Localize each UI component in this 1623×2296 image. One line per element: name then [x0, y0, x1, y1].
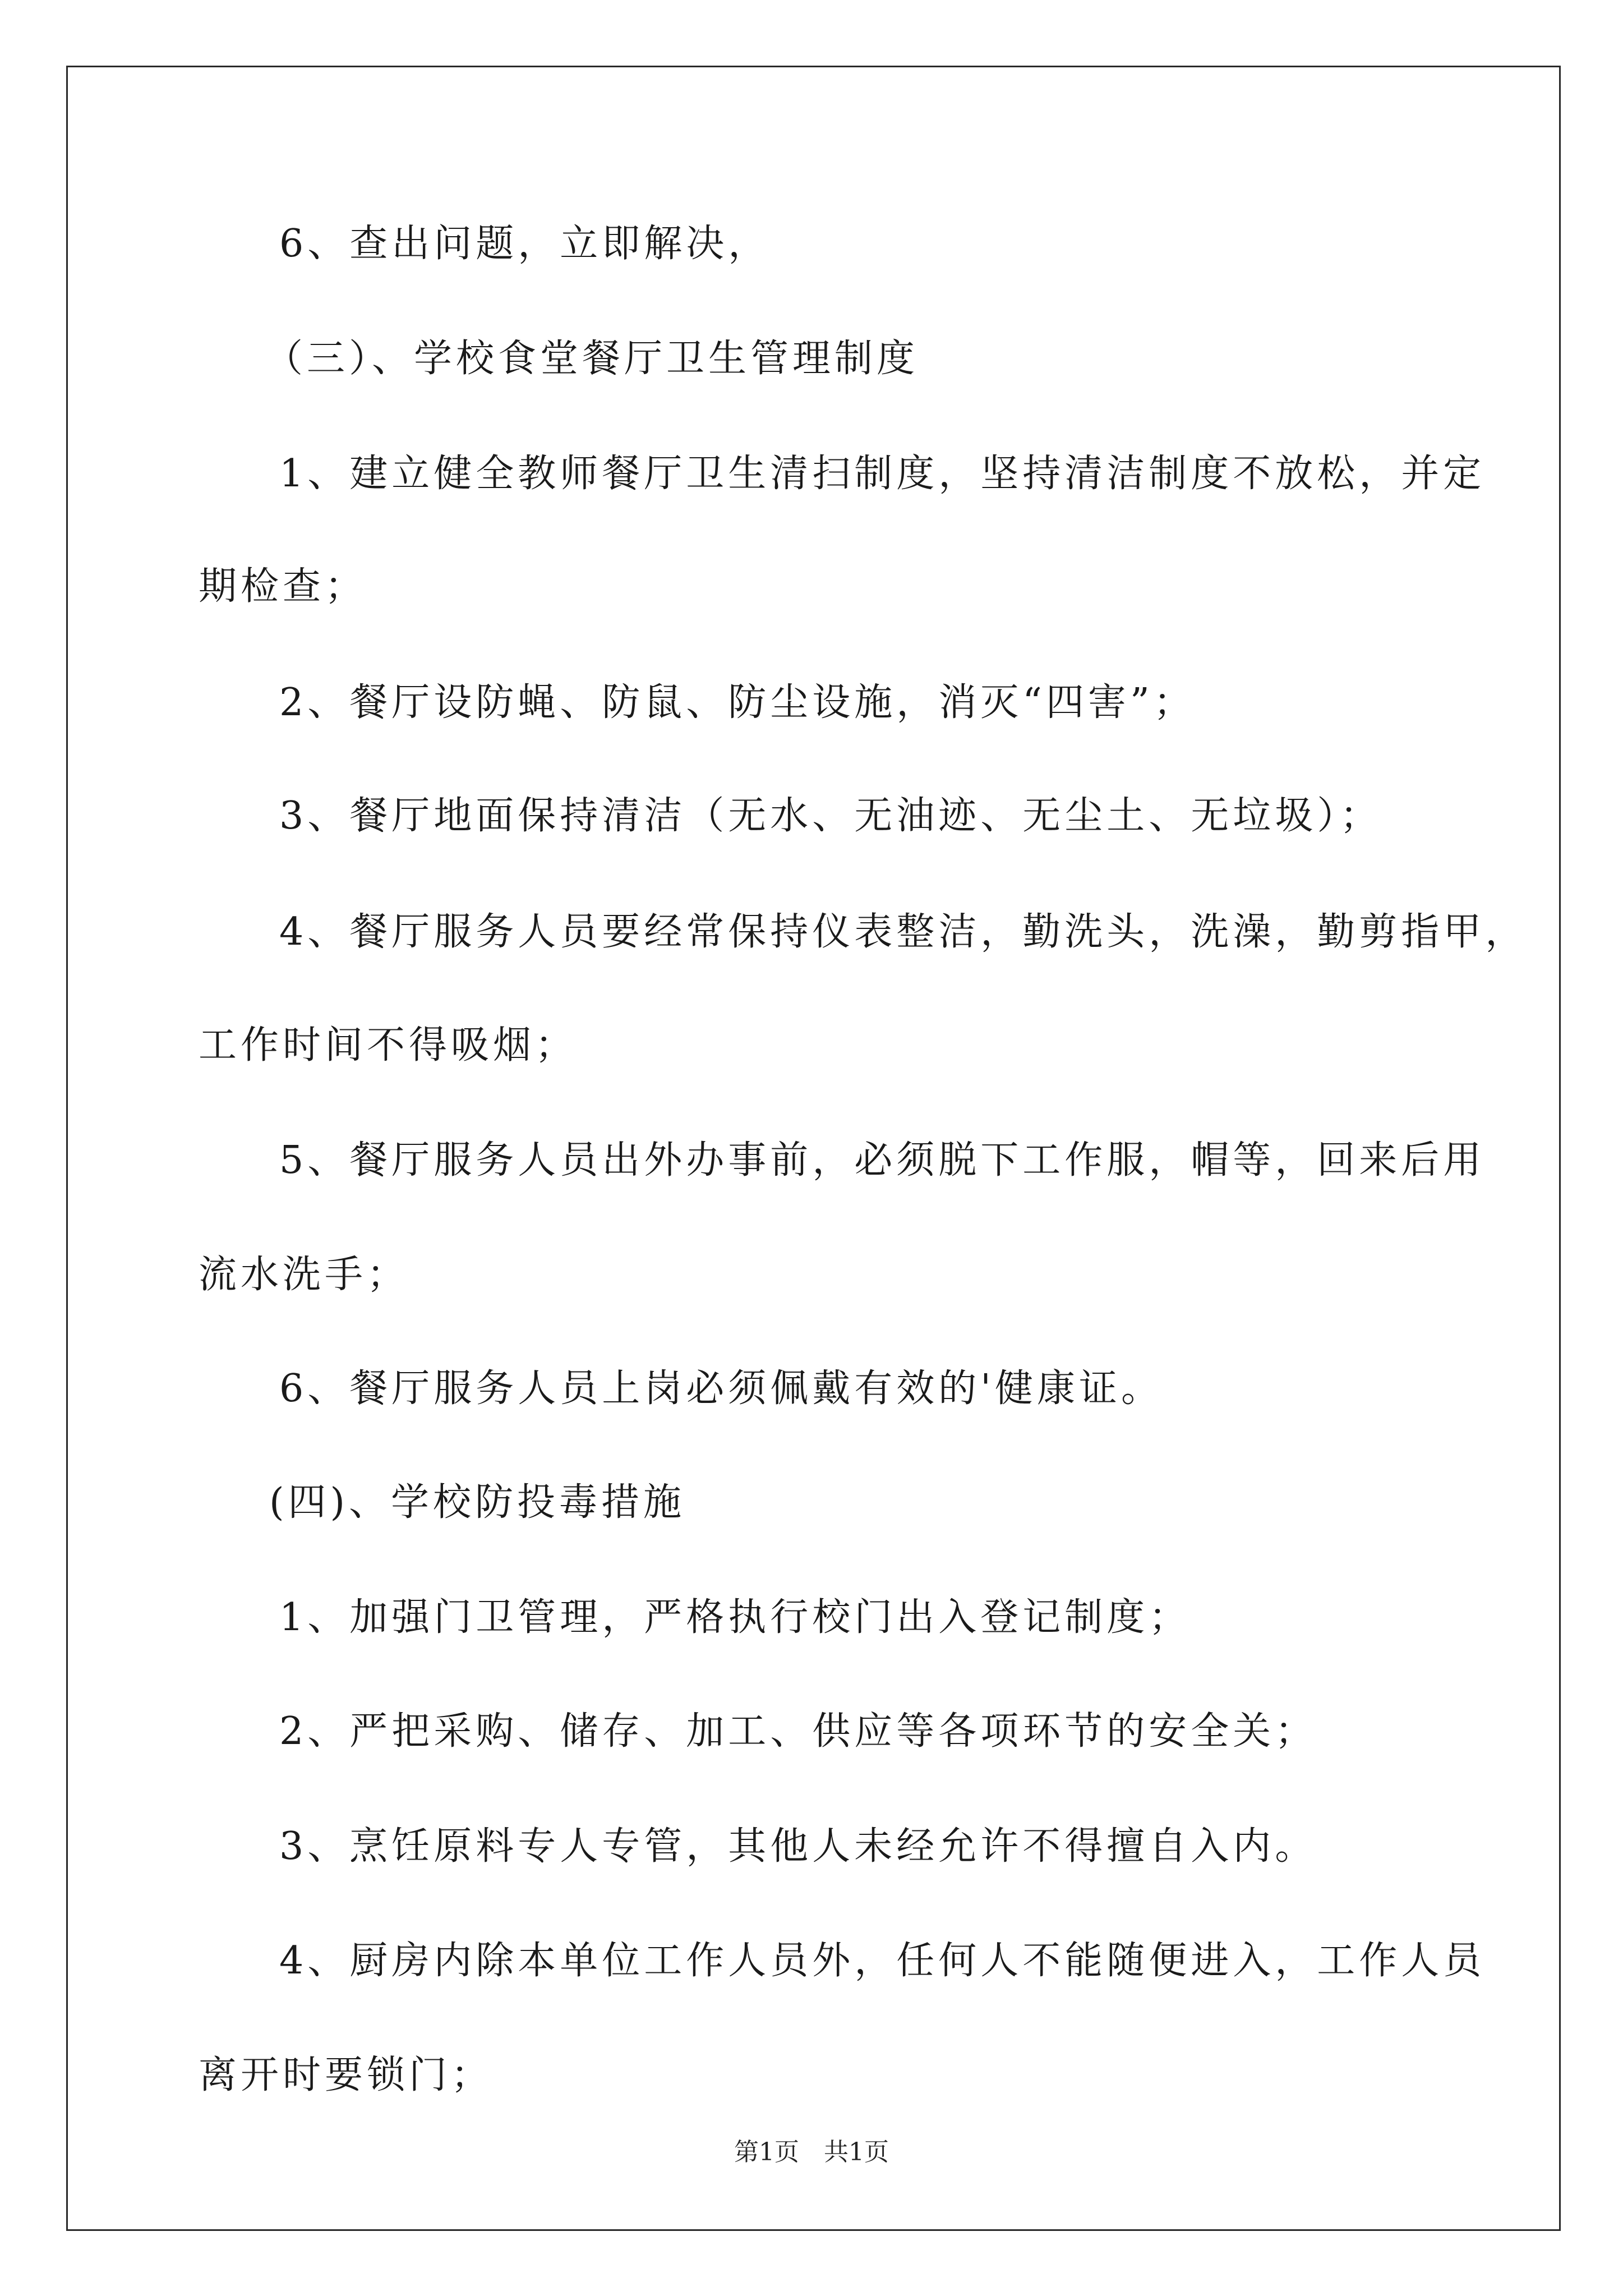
paragraph-line: 流水洗手；	[199, 1253, 409, 1297]
paragraph-line: 4、餐厅服务人员要经常保持仪表整洁，勤洗头，洗澡，勤剪指甲，	[279, 910, 1528, 954]
paragraph-line: 离开时要锁门；	[199, 2053, 494, 2097]
paragraph-line: 1、加强门卫管理，严格执行校门出入登记制度；	[279, 1595, 1191, 1640]
paragraph-line: 1、建立健全教师餐厅卫生清扫制度，坚持清洁制度不放松，并定	[279, 452, 1486, 496]
paragraph-line: 4、厨房内除本单位工作人员外，任何人不能随便进入，工作人员	[279, 1939, 1486, 1983]
page-footer: 第1页 共1页	[734, 2138, 889, 2166]
section-heading: （三）、学校食堂餐厅卫生管理制度	[265, 337, 919, 381]
paragraph-line: 3、餐厅地面保持清洁（无水、无油迹、无尘土、无垃圾）；	[279, 794, 1382, 838]
paragraph-line: 6、餐厅服务人员上岗必须佩戴有效的'健康证。	[279, 1366, 1163, 1411]
section-heading: (四)、学校防投毒措施	[269, 1480, 686, 1525]
paragraph-line: 期检查；	[199, 564, 367, 609]
paragraph-line: 5、餐厅服务人员出外办事前，必须脱下工作服，帽等，回来后用	[279, 1138, 1486, 1182]
paragraph-line: 2、餐厅设防蝇、防鼠、防尘设施，消灭“四害”；	[279, 680, 1196, 725]
paragraph-line: 2、严把采购、储存、加工、供应等各项环节的安全关；	[279, 1709, 1317, 1754]
paragraph-line: 3、烹饪原料专人专管，其他人未经允许不得擅自入内。	[279, 1824, 1317, 1869]
paragraph-line: 6、查出问题，立即解决，	[279, 222, 771, 266]
paragraph-line: 工作时间不得吸烟；	[199, 1023, 578, 1068]
